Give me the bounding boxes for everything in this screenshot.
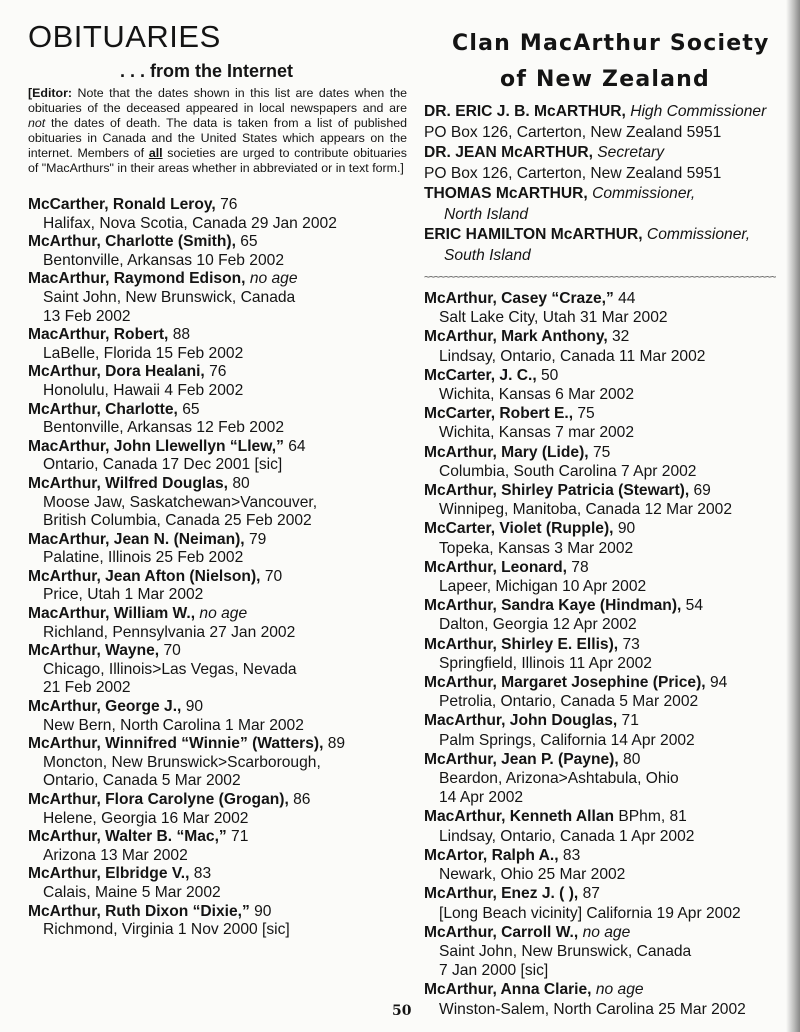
location-date: [Long Beach vicinity] California 19 Apr 2002 — [439, 904, 741, 922]
officer-entry — [424, 102, 790, 143]
obituary-entry — [424, 807, 790, 845]
deceased-age: 73 — [618, 635, 640, 653]
location-date: Newark, Ohio 25 Mar 2002 — [439, 866, 626, 884]
obituary-entry — [28, 196, 413, 233]
deceased-age: 70 — [260, 567, 283, 585]
location-date: LaBelle, Florida 15 Feb 2002 — [43, 344, 244, 362]
officer-role: Commissioner, — [642, 226, 751, 243]
deceased-age: BPhm, 81 — [614, 808, 687, 826]
editor-not: not — [28, 116, 46, 130]
location-date: Lapeer, Michigan 10 Apr 2002 — [439, 578, 647, 596]
location-date: 14 Apr 2002 — [439, 789, 524, 807]
deceased-age: 71 — [226, 828, 249, 846]
deceased-name: McArthur, Charlotte (Smith), — [28, 233, 236, 251]
editor-note — [28, 86, 413, 176]
officer-region: South Island — [444, 246, 531, 264]
officer-name: ERIC HAMILTON McARTHUR, — [424, 226, 643, 243]
deceased-name: McArthur, Enez J. ( ), — [424, 885, 579, 903]
deceased-age: 90 — [181, 698, 204, 716]
location-date: Bentonville, Arkansas 10 Feb 2002 — [43, 251, 284, 269]
location-date: 13 Feb 2002 — [43, 307, 131, 325]
obituary-entry — [424, 846, 790, 884]
location-date: Halifax, Nova Scotia, Canada 29 Jan 2002 — [43, 214, 337, 232]
deceased-age: 86 — [288, 791, 311, 808]
deceased-age: 89 — [323, 735, 346, 753]
age-note: no age — [195, 605, 248, 623]
location-date: Saint John, New Brunswick, Canada — [43, 288, 296, 306]
obituary-entry — [28, 270, 413, 326]
deceased-age: 54 — [681, 597, 704, 615]
deceased-name: McArthur, Shirley Patricia (Stewart), — [424, 482, 690, 500]
deceased-age: 70 — [159, 642, 181, 660]
deceased-age: 83 — [558, 846, 581, 864]
clan-society-column — [424, 30, 790, 1019]
deceased-name: McArthur, Wayne, — [28, 642, 160, 660]
location-date: Richmond, Virginia 1 Nov 2000 [sic] — [43, 921, 290, 939]
location-date: Price, Utah 1 Mar 2002 — [43, 586, 204, 604]
officer-name: THOMAS McARTHUR, — [424, 185, 588, 202]
deceased-name: MacArthur, William W., — [28, 605, 196, 623]
age-note: no age — [245, 270, 298, 288]
location-date: Winnipeg, Manitoba, Canada 12 Mar 2002 — [439, 501, 732, 519]
officer-role: Commissioner, — [587, 185, 696, 202]
obituary-entry — [424, 884, 790, 922]
obituary-entry — [28, 438, 413, 475]
deceased-age: 44 — [613, 290, 636, 307]
obituary-entry — [28, 698, 413, 735]
obituary-entry — [28, 401, 413, 438]
obituary-entry — [424, 923, 790, 981]
location-date: Beardon, Arizona>Ashtabula, Ohio — [439, 770, 679, 788]
deceased-age: 71 — [617, 712, 639, 730]
location-date: Ontario, Canada 5 Mar 2002 — [43, 772, 241, 790]
location-date: Saint John, New Brunswick, Canada — [439, 942, 692, 960]
deceased-name: McArthur, Sandra Kaye (Hindman), — [424, 597, 682, 615]
deceased-age: 94 — [705, 674, 728, 692]
location-date: Wichita, Kansas 7 mar 2002 — [439, 424, 635, 442]
deceased-name: MacArthur, John Douglas, — [424, 712, 618, 730]
editor-text-3: societies are urged to contribute obituaries of "MacArthurs" in their areas whether in abbreviated or in text form.] — [28, 146, 407, 175]
location-date: Chicago, Illinois>Las Vegas, Nevada — [43, 660, 297, 678]
deceased-name: McArthur, Margaret Josephine (Price), — [424, 674, 706, 692]
deceased-name: MacArthur, Kenneth Allan — [424, 808, 615, 826]
obituary-entry — [424, 481, 790, 519]
obituary-entry — [28, 531, 413, 568]
deceased-age: 50 — [536, 366, 559, 384]
deceased-name: McArtor, Ralph A., — [424, 846, 559, 864]
obituary-entry — [424, 596, 790, 634]
obituaries-column — [28, 20, 413, 940]
officer-role: Secretary — [592, 144, 665, 161]
deceased-name: McArthur, Wilfred Douglas, — [28, 474, 228, 492]
obituary-entry — [28, 903, 413, 940]
deceased-name: McArthur, Dora Healani, — [28, 363, 205, 381]
obituary-entry — [424, 443, 790, 481]
deceased-name: McArthur, George J., — [28, 698, 182, 716]
deceased-age: 65 — [235, 233, 258, 251]
deceased-name: McArthur, Elbridge V., — [28, 865, 190, 883]
location-date: Lindsay, Ontario, Canada 11 Mar 2002 — [439, 347, 706, 365]
location-date: Palatine, Illinois 25 Feb 2002 — [43, 549, 244, 567]
obituary-entry — [28, 735, 413, 791]
location-date: Ontario, Canada 17 Dec 2001 [sic] — [43, 456, 283, 474]
deceased-name: McArthur, Jean Afton (Nielson), — [28, 567, 261, 585]
officer-name: DR. ERIC J. B. McARTHUR, — [424, 103, 626, 120]
left-obituary-list — [28, 196, 413, 940]
obituary-entry — [424, 711, 790, 749]
deceased-age: 32 — [607, 328, 630, 346]
obituary-entry — [424, 519, 790, 557]
deceased-age: 76 — [204, 363, 227, 381]
obituary-entry — [28, 828, 413, 865]
officers-block — [424, 102, 790, 266]
editor-label: [Editor: — [28, 86, 73, 100]
deceased-name: McCarter, Violet (Rupple), — [424, 520, 614, 538]
officer-entry — [424, 143, 790, 184]
deceased-name: McArthur, Carroll W., — [424, 923, 579, 941]
officer-entry — [424, 225, 790, 266]
location-date: New Bern, North Carolina 1 Mar 2002 — [43, 716, 304, 734]
age-note: no age — [591, 981, 644, 999]
deceased-age: 69 — [689, 482, 711, 500]
location-date: Palm Springs, California 14 Apr 2002 — [439, 731, 695, 749]
location-date: Wichita, Kansas 6 Mar 2002 — [439, 386, 635, 404]
location-date: Dalton, Georgia 12 Apr 2002 — [439, 616, 637, 634]
editor-all: all — [148, 146, 163, 160]
location-date: Calais, Maine 5 Mar 2002 — [43, 883, 221, 901]
obituary-entry — [424, 327, 790, 365]
deceased-name: McArthur, Mark Anthony, — [424, 328, 608, 346]
deceased-age: 88 — [168, 326, 191, 344]
location-date: Springfield, Illinois 11 Apr 2002 — [439, 654, 652, 672]
deceased-age: 78 — [566, 558, 589, 576]
location-date: Moncton, New Brunswick>Scarborough, — [43, 753, 321, 771]
deceased-name: McArthur, Flora Carolyne (Grogan), — [28, 791, 289, 808]
obituary-entry — [424, 980, 790, 1018]
location-date: Helene, Georgia 16 Mar 2002 — [43, 809, 249, 827]
obituary-entry — [424, 635, 790, 673]
deceased-age: 65 — [177, 400, 200, 418]
deceased-name: McCarter, Robert E., — [424, 405, 574, 423]
society-title-line2: of New Zealand — [500, 67, 710, 92]
location-date: Honolulu, Hawaii 4 Feb 2002 — [43, 381, 244, 399]
deceased-age: 87 — [578, 885, 600, 903]
obituary-entry — [28, 642, 413, 698]
right-obituary-list — [424, 289, 790, 1019]
location-date: British Columbia, Canada 25 Feb 2002 — [43, 512, 312, 530]
editor-text-1: Note that the dates shown in this list are dates when the obituaries of the deceased appeared in local newspapers and are — [28, 86, 407, 115]
location-date: Moose Jaw, Saskatchewan>Vancouver, — [43, 493, 318, 511]
deceased-name: McArthur, Mary (Lide), — [424, 443, 589, 461]
editor-text-2: the dates of death. The data is taken from a list of published obituaries in Canada and the United States which appears on the internet. Members of — [28, 116, 407, 160]
deceased-age: 80 — [618, 750, 641, 768]
deceased-name: MacArthur, Jean N. (Neiman), — [28, 530, 245, 548]
obituary-entry — [424, 558, 790, 596]
deceased-name: MacArthur, Raymond Edison, — [28, 270, 246, 288]
deceased-name: MacArthur, Robert, — [28, 326, 169, 344]
officer-role: High Commissioner — [625, 103, 767, 120]
deceased-age: 90 — [613, 520, 636, 538]
page-number: 50 — [392, 1003, 412, 1019]
location-date: 7 Jan 2000 [sic] — [439, 962, 549, 980]
deceased-name: McCarter, J. C., — [424, 366, 537, 384]
obituary-entry — [424, 404, 790, 442]
deceased-name: McCarther, Ronald Leroy, — [28, 196, 216, 213]
officer-entry — [424, 184, 790, 225]
deceased-age: 64 — [283, 437, 306, 455]
binding-shadow — [786, 0, 800, 1032]
officer-address: PO Box 126, Carterton, New Zealand 5951 — [424, 123, 722, 141]
obituary-entry — [424, 366, 790, 404]
obituaries-title: OBITUARIES — [28, 19, 221, 54]
deceased-age: 90 — [249, 902, 272, 920]
society-title-line1: Clan MacArthur Society — [452, 31, 770, 56]
location-date: Petrolia, Ontario, Canada 5 Mar 2002 — [439, 693, 699, 711]
obituary-entry — [28, 865, 413, 902]
deceased-name: MacArthur, John Llewellyn “Llew,” — [28, 437, 284, 455]
deceased-age: 80 — [228, 474, 250, 492]
obituaries-subtitle: . . . from the Internet — [120, 61, 294, 81]
officer-address: PO Box 126, Carterton, New Zealand 5951 — [424, 164, 722, 182]
officer-name: DR. JEAN McARTHUR, — [424, 144, 593, 161]
deceased-age: 79 — [244, 530, 267, 548]
deceased-name: McArthur, Winnifred “Winnie” (Watters), — [28, 735, 324, 753]
location-date: Salt Lake City, Utah 31 Mar 2002 — [439, 309, 668, 327]
deceased-name: McArthur, Jean P. (Payne), — [424, 750, 619, 768]
deceased-age: 83 — [189, 865, 212, 883]
location-date: Winston-Salem, North Carolina 25 Mar 2002 — [439, 1000, 746, 1018]
deceased-name: McArthur, Leonard, — [424, 558, 567, 576]
deceased-name: McArthur, Casey “Craze,” — [424, 290, 614, 307]
deceased-name: McArthur, Shirley E. Ellis), — [424, 635, 619, 653]
obituary-entry — [28, 475, 413, 531]
deceased-name: McArthur, Ruth Dixon “Dixie,” — [28, 902, 250, 920]
age-note: no age — [578, 923, 631, 941]
obituary-entry — [424, 289, 790, 327]
deceased-age: 76 — [215, 196, 238, 213]
officer-region: North Island — [444, 205, 529, 223]
obituary-entry — [424, 673, 790, 711]
location-date: Arizona 13 Mar 2002 — [43, 846, 188, 864]
deceased-name: McArthur, Charlotte, — [28, 400, 178, 418]
deceased-name: McArthur, Walter B. “Mac,” — [28, 828, 227, 846]
obituary-entry — [28, 791, 413, 828]
deceased-age: 75 — [588, 443, 611, 461]
location-date: Columbia, South Carolina 7 Apr 2002 — [439, 462, 697, 480]
location-date: 21 Feb 2002 — [43, 679, 131, 697]
location-date: Bentonville, Arkansas 12 Feb 2002 — [43, 419, 284, 437]
deceased-name: McArthur, Anna Clarie, — [424, 981, 592, 999]
obituary-entry — [28, 568, 413, 605]
tilde-divider: ~~~~~~~~~~~~~~~~~~~~~~~~~~~~~~~~~~~~~~~~~~~~~~~~~~~~~~~~~~~~~~~~~~~~~~ — [424, 272, 776, 283]
deceased-age: 75 — [573, 405, 595, 423]
obituary-entry — [28, 233, 413, 270]
obituary-entry — [28, 326, 413, 363]
obituary-entry — [28, 363, 413, 400]
obituary-entry — [424, 750, 790, 808]
obituary-entry — [28, 605, 413, 642]
location-date: Richland, Pennsylvania 27 Jan 2002 — [43, 623, 296, 641]
location-date: Lindsay, Ontario, Canada 1 Apr 2002 — [439, 827, 695, 845]
location-date: Topeka, Kansas 3 Mar 2002 — [439, 539, 634, 557]
